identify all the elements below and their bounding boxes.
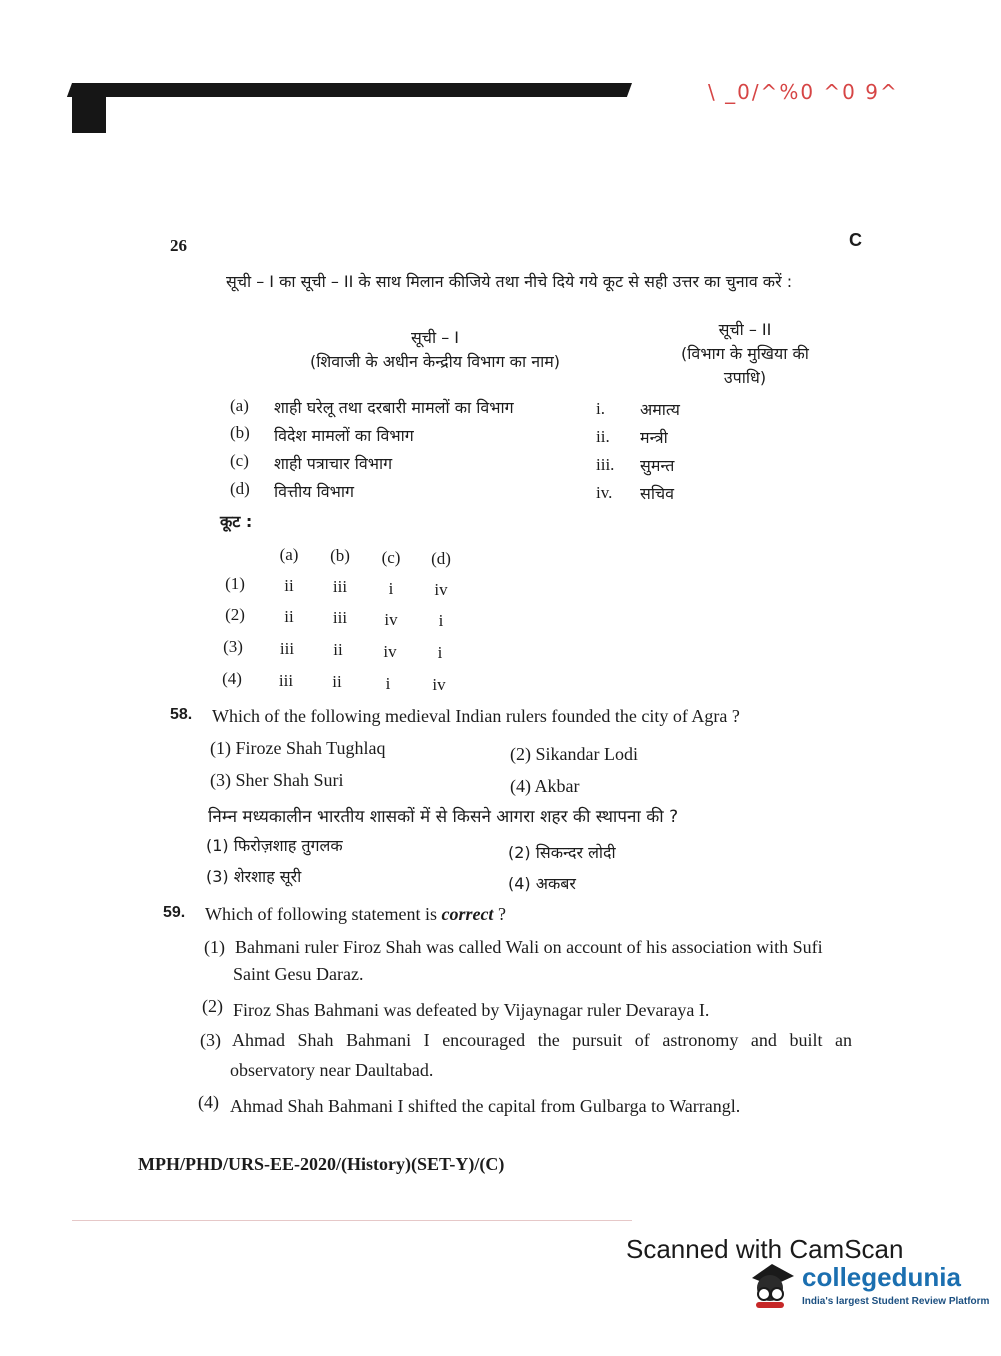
code-row-4-number: (4) [222,669,242,688]
q59-text-after: ? [493,904,506,924]
q58-option-4-en: (4) Akbar [510,776,580,796]
code-row-3-b: ii [333,640,343,659]
q58-option-3-en: (3) Sher Shah Suri [210,770,344,790]
list1-label-b: (b) [230,423,250,442]
list2-title: सूची – II [718,320,772,339]
scan-bar-artifact [67,83,632,97]
q58-text-hi: निम्न मध्यकालीन भारतीय शासकों में से किसने आगरा शहर की स्थापना की ? [208,807,679,827]
q57-instruction: सूची – I का सूची – II के साथ मिलान कीजिये तथा नीचे दिये गये कूट से सही उत्तर का चुनाव करें : [226,272,793,291]
code-row-3-a: iii [279,639,295,658]
q59-number: 59. [163,904,186,921]
list1-item-a: शाही घरेलू तथा दरबारी मामलों का विभाग [274,398,514,417]
q59-option-4-line1: Ahmad Shah Bahmani I shifted the capital from Gulbarga to Warrangl. [230,1096,741,1116]
code-header-a: (a) [279,545,299,564]
q59-text [205,904,506,925]
list1-label-c: (c) [230,451,249,470]
q59-option-3-line1: Ahmad Shah Bahmani I encouraged the pursuit of astronomy and built an [232,1030,852,1050]
list2-item-ii: मन्त्री [640,428,668,447]
code-header-b: (b) [330,546,350,565]
code-row-4-a: iii [278,671,294,690]
q59-text-emphasis: correct [441,904,494,924]
code-row-3-number: (3) [223,637,243,656]
code-row-1-b: iii [332,577,348,596]
list2-subtitle-line2: उपाधि) [723,368,767,387]
q58-option-4-hi: (4) अकबर [508,874,576,893]
q58-option-2-hi: (2) सिकन्दर लोदी [508,843,616,862]
list1-label-d: (d) [230,479,250,498]
q59-option-2-number: (2) [202,996,223,1016]
list2-item-iii: सुमन्त [640,456,675,475]
paper-code-footer: MPH/PHD/URS-EE-2020/(History)(SET-Y)/(C) [138,1154,505,1174]
codes-label: कूट : [220,512,253,531]
code-row-1-d: iv [434,580,448,599]
list2-label-ii: ii. [596,427,610,446]
q59-text-before: Which of following statement is [205,904,442,924]
set-code: C [849,230,862,250]
q59-option-2-line1: Firoz Shas Bahmani was defeated by Vijaynagar ruler Devaraya I. [233,1000,710,1020]
code-row-3-d: i [437,643,443,662]
q58-option-1-hi: (1) फिरोज़शाह तुगलक [206,836,343,855]
list1-subtitle: (शिवाजी के अधीन केन्द्रीय विभाग का नाम) [309,352,561,371]
student-mascot-icon [746,1258,798,1310]
q58-option-3-hi: (3) शेरशाह सूरी [206,867,302,886]
list1-title: सूची – I [410,328,459,347]
q59-option-1-number: (1) [204,937,225,957]
scan-divider [72,1220,632,1221]
list1-item-c: शाही पत्राचार विभाग [274,454,393,473]
list1-item-b: विदेश मामलों का विभाग [274,426,414,445]
q58-option-2-en: (2) Sikandar Lodi [510,744,638,764]
list1-label-a: (a) [230,396,249,415]
code-row-2-b: iii [332,608,348,627]
q59-option-1-line2: Saint Gesu Daraz. [233,964,364,984]
list2-label-i: i. [596,399,605,418]
list2-subtitle-line1: (विभाग के मुखिया की [681,344,809,363]
code-row-2-a: ii [284,607,294,626]
list2-label-iv: iv. [596,483,613,502]
list1-header [280,326,590,374]
list2-item-iv: सचिव [640,484,675,503]
code-row-4-c: i [385,674,391,693]
q59-option-3-line2: observatory near Daultabad. [230,1060,434,1080]
code-row-3-c: iv [383,642,397,661]
q58-text-en: Which of the following medieval Indian rulers founded the city of Agra ? [212,706,740,726]
code-row-1-a: ii [284,576,294,595]
code-row-2-c: iv [384,610,398,629]
q58-number: 58. [170,706,193,723]
list2-header [640,318,850,390]
brand-name: collegedunia [802,1262,961,1292]
q59-option-1-line1: Bahmani ruler Firoz Shah was called Wali on account of his association with Sufi [235,937,823,957]
code-header-d: (d) [431,549,451,568]
code-row-1-number: (1) [225,574,245,593]
q58-option-1-en: (1) Firoze Shah Tughlaq [210,738,386,758]
list2-item-i: अमात्य [640,400,680,419]
handwritten-scrawl: \ _0/^%0 ^0 9^ [708,80,899,104]
q59-option-4-number: (4) [198,1092,219,1112]
code-row-4-d: iv [432,675,446,694]
code-row-4-b: ii [332,672,342,691]
list2-label-iii: iii. [596,455,615,474]
brand-tagline: India's largest Student Review Platform [802,1296,990,1307]
code-row-2-number: (2) [225,605,245,624]
camscanner-watermark: Scanned with CamScan [626,1234,904,1264]
collegedunia-watermark [746,1258,990,1318]
code-header-c: (c) [381,548,401,567]
code-row-2-d: i [438,611,444,630]
page-number: 26 [170,236,187,255]
list1-item-d: वित्तीय विभाग [274,482,355,501]
code-row-1-c: i [388,579,394,598]
q59-option-3-number: (3) [200,1030,221,1050]
